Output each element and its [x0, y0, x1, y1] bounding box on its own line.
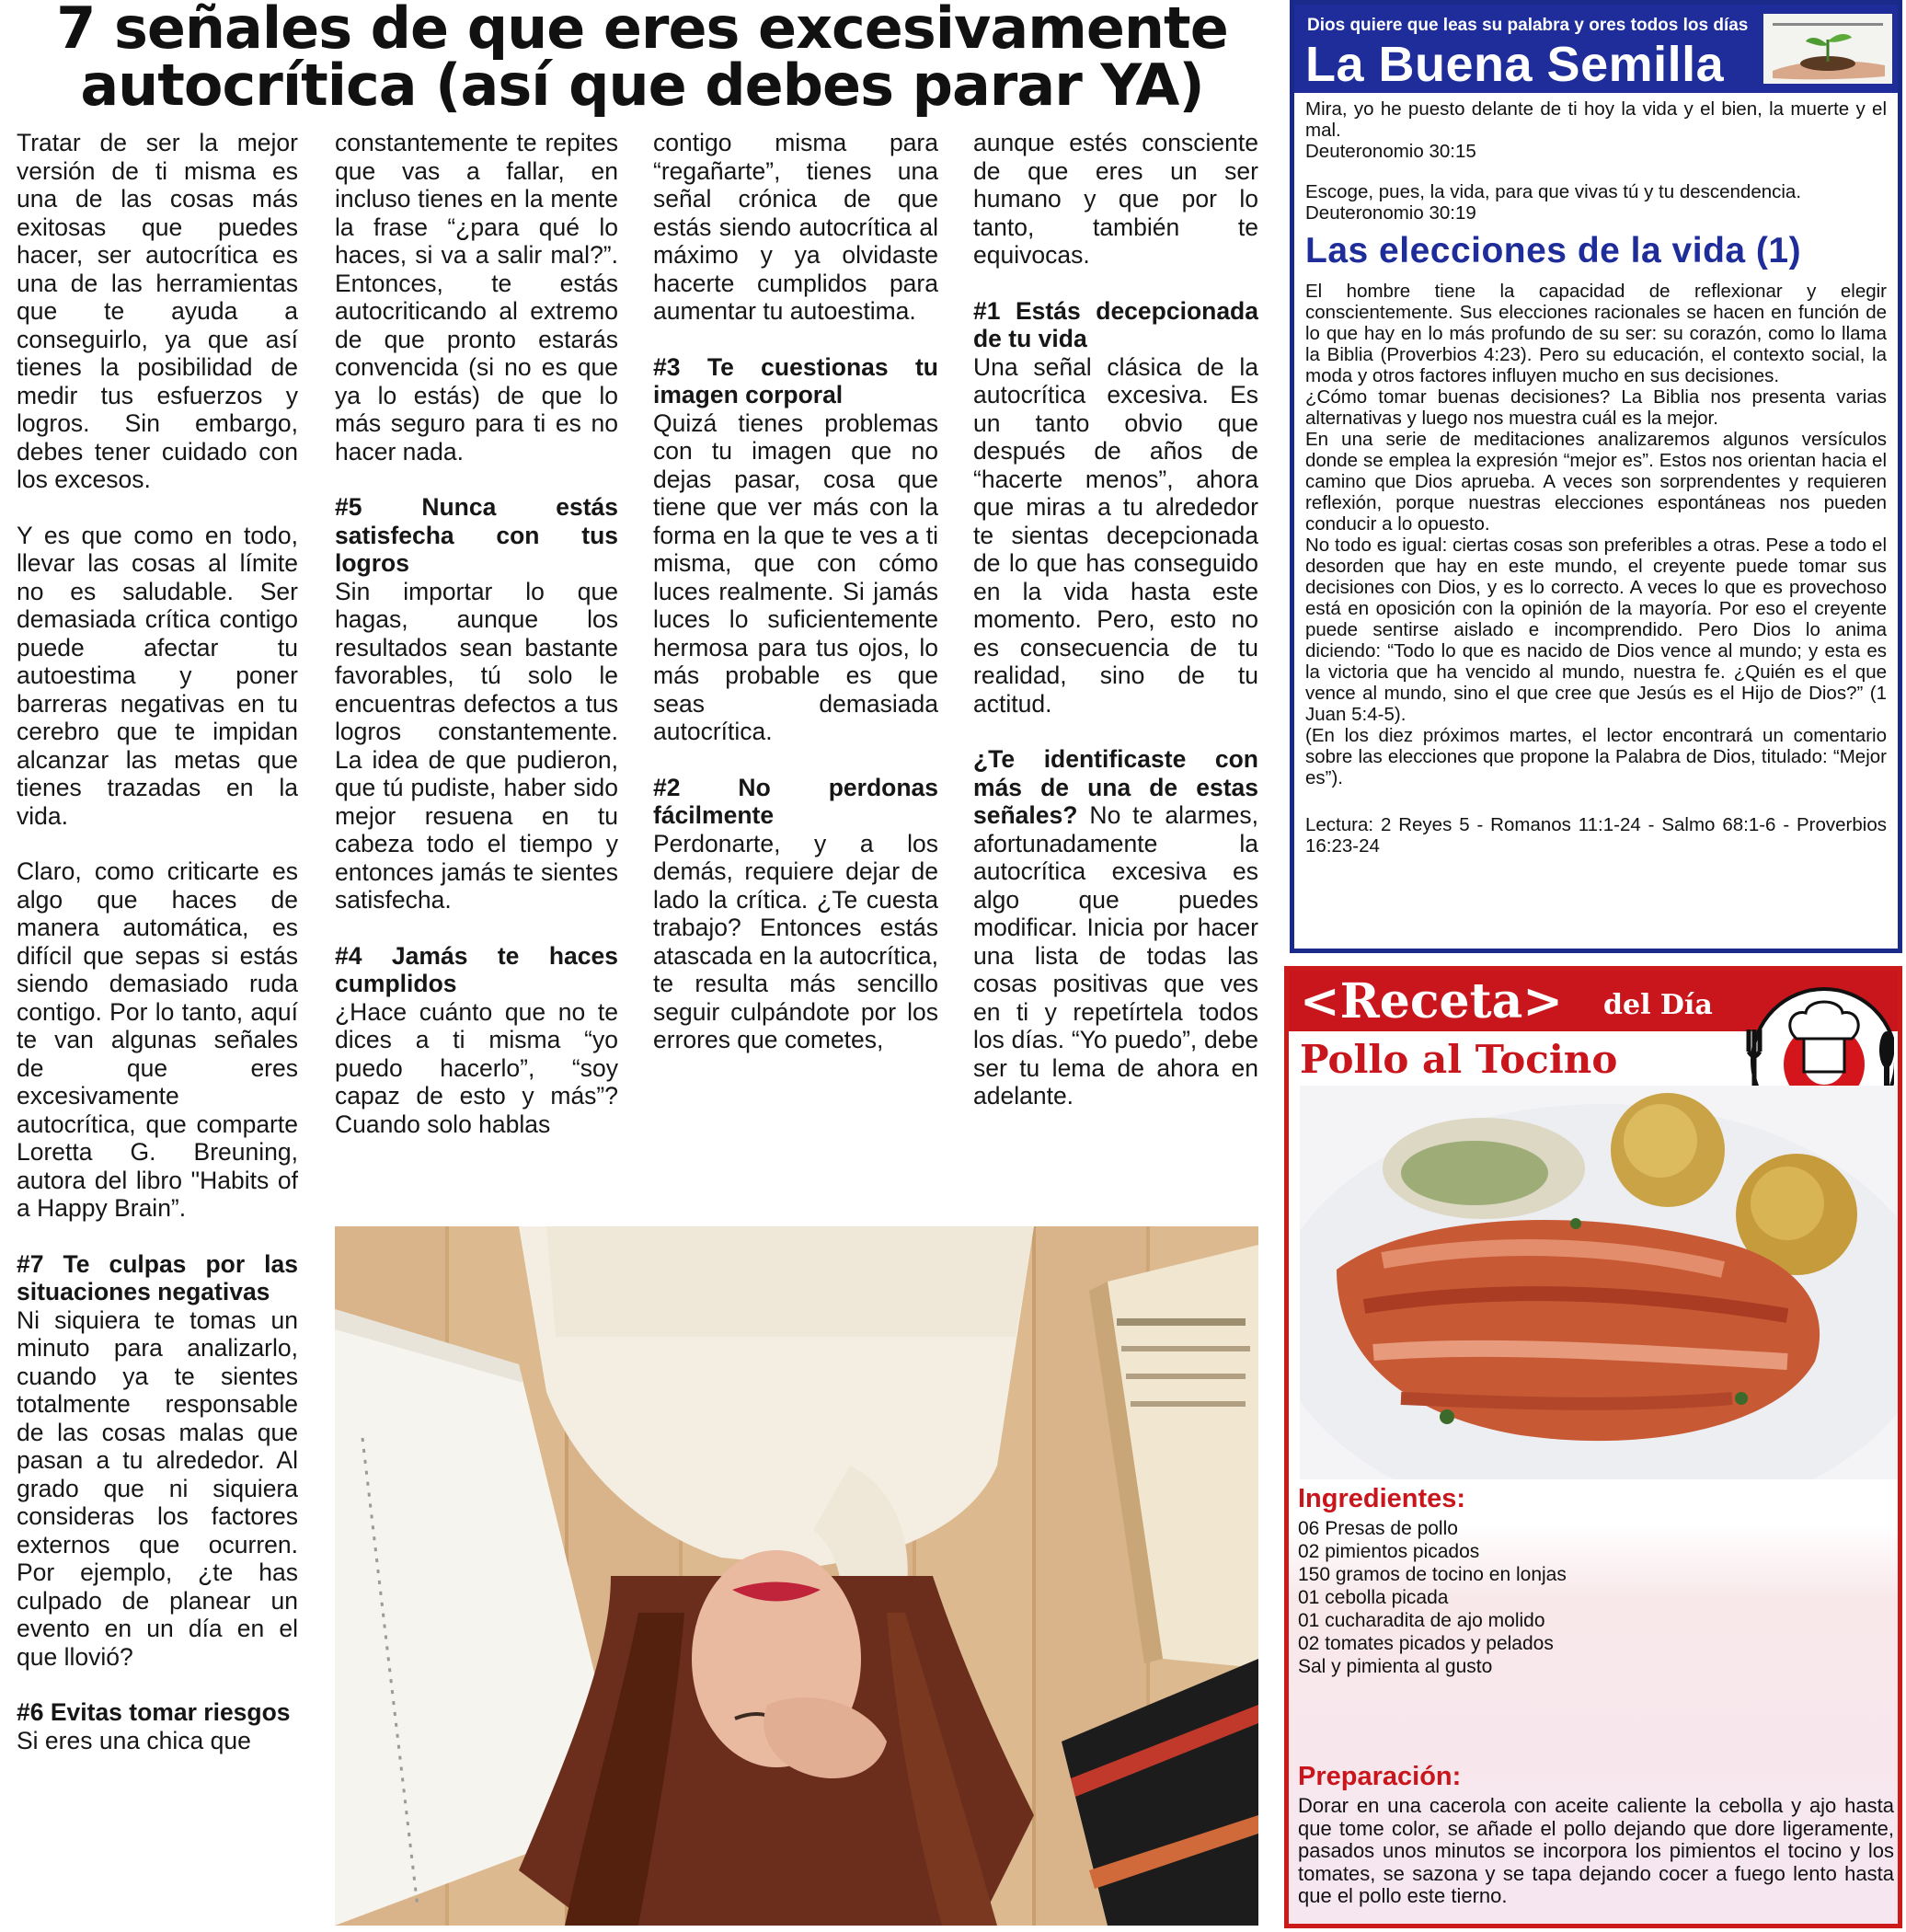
semilla-tagline: Dios quiere que leas su palabra y ores todos los días: [1307, 16, 1749, 35]
dark-notebook-illustration: [1062, 1659, 1258, 1926]
verse-1-ref: Deuteronomio 30:15: [1305, 141, 1476, 162]
article-paragraph: Quizá tienes problemas con tu imagen que no dejas pasar, cosa que tiene que ver más con la forma en la que te ves a ti misma, que con cómo luces realmente. Si jamás luces lo suficientemente hermosa para tus ojos, lo más probable es que seas demasiada autocrítica.: [653, 408, 938, 745]
meditation-paragraph-2: ¿Cómo tomar buenas decisiones? La Biblia nos presenta varias alternativas y luego nos muestra cuál es la mejor.: [1305, 386, 1887, 429]
verse-2-text: Escoge, pues, la vida, para que vivas tú y tu descendencia.: [1305, 181, 1802, 202]
semilla-title: La Buena Semilla: [1305, 37, 1725, 92]
semilla-box: [1290, 0, 1902, 953]
article-subheading: #4 Jamás te haces cumplidos: [335, 941, 618, 997]
article-subheading: #1 Estás decepcionada de tu vida: [973, 296, 1258, 352]
recipe-del-dia: del Día: [1603, 989, 1713, 1021]
article-column-3: [653, 129, 938, 1224]
article-column-1: [17, 129, 298, 1932]
ingredient-item: 01 cebolla picada: [1298, 1587, 1449, 1608]
semilla-body: [1294, 93, 1898, 857]
article-paragraph: Claro, como criticarte es algo que haces de manera automática, es difícil que sepas si estás siendo demasiado ruda contigo. Por lo tanto, aquí te van algunas señales de que eres excesivamente autocrítica, que comparte Loretta G. Breuning, autora del libro "Habits of a Happy Brain”.: [17, 857, 298, 1222]
article-paragraph: aunque estés consciente de que eres un ser humano y que por lo tanto, también te equivocas.: [973, 129, 1258, 269]
article-paragraph: Sin importar lo que hagas, aunque los resultados sean bastante favorables, tú solo le encuentras defectos a tus logros constantemente. La idea de que pudieron, que tú pudiste, haber sido mejor resuena en tu cabeza todo el tiempo y entonces jamás te sientes satisfecha.: [335, 577, 618, 914]
ingredient-item: 02 pimientos picados: [1298, 1541, 1480, 1562]
meditation-paragraph-4: No todo es igual: ciertas cosas son preferibles a otras. Pese a todo el desorden que hay en este mundo, el creyente puede tomar sus decisiones con Dios, y es lo correcto. A veces lo que es provechoso está en oposición con la opinión de la mayoría. Por eso el creyente puede sentirse aislado e incomprendido. Pero Dios lo anima diciendo: “Todo lo que es nacido de Dios vence al mundo; y esta es la victoria que ha vencido al mundo, nuestra fe. ¿Quién es el que vence al mundo, sino el que cree que Jesús es el Hijo de Dios?” (1 Juan 5:4-5).: [1305, 535, 1887, 725]
meditation-paragraph-5: (En los diez próximos martes, el lector encontrará un comentario sobre las elecciones que propone la Palabra de Dios, titulado: “Mejor es”).: [1305, 725, 1887, 788]
headline-line-1: 7 señales de que eres excesivamente: [56, 0, 1228, 62]
article-subheading: #2 No perdonas fácilmente: [653, 773, 938, 829]
headline-line-2: autocrítica (así que debes parar YA): [80, 52, 1204, 119]
sprout-in-hand-icon: [1763, 14, 1892, 84]
ingredients-list: [1298, 1517, 1574, 1678]
article-paragraph-text: No te alarmes, afortunadamente la autocrítica excesiva es algo que puedes modificar. Inicia por hacer una lista de todas las cosas positivas que ves en ti y repetírtela todos los días. “Yo puedo”, debe ser tu lema de ahora en adelante.: [973, 801, 1258, 1110]
article-paragraph: Y es que como en todo, llevar las cosas al límite no es saludable. Ser demasiada crítica contigo puede afectar tu autoestima y poner barreras negativas en tu cerebro que te impidan alcanzar las metas que tienes trazadas en la vida.: [17, 521, 298, 830]
article-subheading: #3 Te cuestionas tu imagen corporal: [653, 352, 938, 408]
article-subheading: #7 Te culpas por las situaciones negativas: [17, 1249, 298, 1305]
verse-1-text: Mira, yo he puesto delante de ti hoy la vida y el bien, la muerte y el mal.: [1305, 98, 1887, 141]
verse-2: [1305, 181, 1887, 224]
article-subheading: #5 Nunca estás satisfecha con tus logros: [335, 493, 618, 577]
article-paragraph: Si eres una chica que: [17, 1726, 251, 1754]
ingredient-item: Sal y pimienta al gusto: [1298, 1656, 1493, 1677]
verse-1: [1305, 98, 1887, 162]
preparation-text: Dorar en una cacerola con aceite caliente la cebolla y ajo hasta que tome color, se añade el pollo dejando que dore ligeramente, pasados unos minutos se incorpora los pimientos el tocino y los tomates, se sazona y se tapa dejando cocer a fuego lento hasta que el pollo este tierno.: [1298, 1794, 1894, 1907]
article-paragraph: Tratar de ser la mejor versión de ti misma es una de las cosas más exitosas que puedes hacer, ser autocrítica es una de las herramientas que te ayuda a conseguirlo, ya que así tienes la posibilidad de medir tus esfuerzos y logros. Sin embargo, debes tener cuidado con los excesos.: [17, 129, 298, 493]
article-paragraph: constantemente te repites que vas a fallar, en incluso tienes en la mente la frase “¿para qué lo haces, si va a salir mal?”. Entonces, te estás autocriticando al extremo de que pronto estarás convencida (si no es que ya lo estás) de que lo más seguro para ti es no hacer nada.: [335, 129, 618, 466]
meditation-paragraph-1: El hombre tiene la capacidad de reflexionar y elegir conscientemente. Sus elecciones racionales se hacen en función de lo que hay en lo más profundo de su ser: su corazón, como lo llama la Biblia (Proverbios 4:23). Pero su educación, el contexto social, la moda y otros factores influyen mucho en sus decisiones.: [1305, 281, 1887, 386]
recipe-photo: [1300, 1086, 1898, 1479]
ingredient-item: 150 gramos de tocino en lonjas: [1298, 1564, 1567, 1585]
article-paragraph: Perdonarte, y a los demás, requiere dejar de lado la crítica. ¿Te cuesta trabajo? Entonces estás atascada en la autocrítica, te resulta más sencillo seguir culpándote por los errores que cometes,: [653, 829, 938, 1053]
article-paragraph: [973, 745, 1258, 1110]
ingredient-item: 01 cucharadita de ajo molido: [1298, 1610, 1545, 1631]
verse-2-ref: Deuteronomio 30:19: [1305, 202, 1476, 224]
ingredient-item: 06 Presas de pollo: [1298, 1518, 1458, 1539]
article-column-2: [335, 129, 618, 1224]
open-book-illustration: [1089, 1245, 1258, 1668]
article-subheading: #6 Evitas tomar riesgos: [17, 1698, 291, 1726]
recipe-label: <Receta>: [1300, 973, 1563, 1029]
article-paragraph: contigo misma para “regañarte”, tienes una señal crónica de que estás siendo autocrítica al máximo y ya olvidaste hacerte cumplidos para aumentar tu autoestima.: [653, 129, 938, 325]
article-column-4: [973, 129, 1258, 1224]
meditation-paragraph-3: En una serie de meditaciones analizaremos algunos versículos donde se emplea la expresión “mejor es”. Estos nos orientan hacia el camino que Dios aprueba. A veces son sorprendentes y requieren reflexión, porque nuestras elecciones espontáneas nos pueden conducir a lo opuesto.: [1305, 429, 1887, 535]
article-paragraph: ¿Hace cuánto que no te dices a ti misma “yo puedo hacerlo”, “soy capaz de esto y más”? Cuando solo hablas: [335, 997, 618, 1138]
recipe-box: [1284, 966, 1902, 1928]
article-photo: [335, 1226, 1258, 1926]
article-headline: [7, 0, 1277, 120]
recipe-name: Pollo al Tocino: [1300, 1037, 1618, 1082]
preparation-heading: Preparación:: [1298, 1762, 1462, 1791]
article-subheading: ¿Te identificaste con más de una de estas señales?: [973, 745, 1258, 829]
meditation-heading: Las elecciones de la vida (1): [1305, 231, 1802, 270]
ingredient-item: 02 tomates picados y pelados: [1298, 1633, 1554, 1654]
article-paragraph: Ni siquiera te tomas un minuto para analizarlo, cuando ya te sientes totalmente responsable de las cosas malas que pasan a tu alrededor. Al grado que ni siquiera consideras los factores externos que ocurren. Por ejemplo, ¿te has culpado de planear un evento en un día en el que llovió?: [17, 1305, 298, 1671]
semilla-header: [1294, 5, 1898, 93]
ingredients-heading: Ingredientes:: [1298, 1484, 1466, 1513]
daily-reading: Lectura: 2 Reyes 5 - Romanos 11:1-24 - Salmo 68:1-6 - Proverbios 16:23-24: [1305, 814, 1887, 857]
article-paragraph: Una señal clásica de la autocrítica excesiva. Es un tanto obvio que después de años de “hacerte menos”, ahora que miras a tu alrededor te sientas decepcionada de lo que has conseguido en la vida hasta este momento. Pero, esto no es consecuencia de tu realidad, sino de tu actitud.: [973, 352, 1258, 718]
